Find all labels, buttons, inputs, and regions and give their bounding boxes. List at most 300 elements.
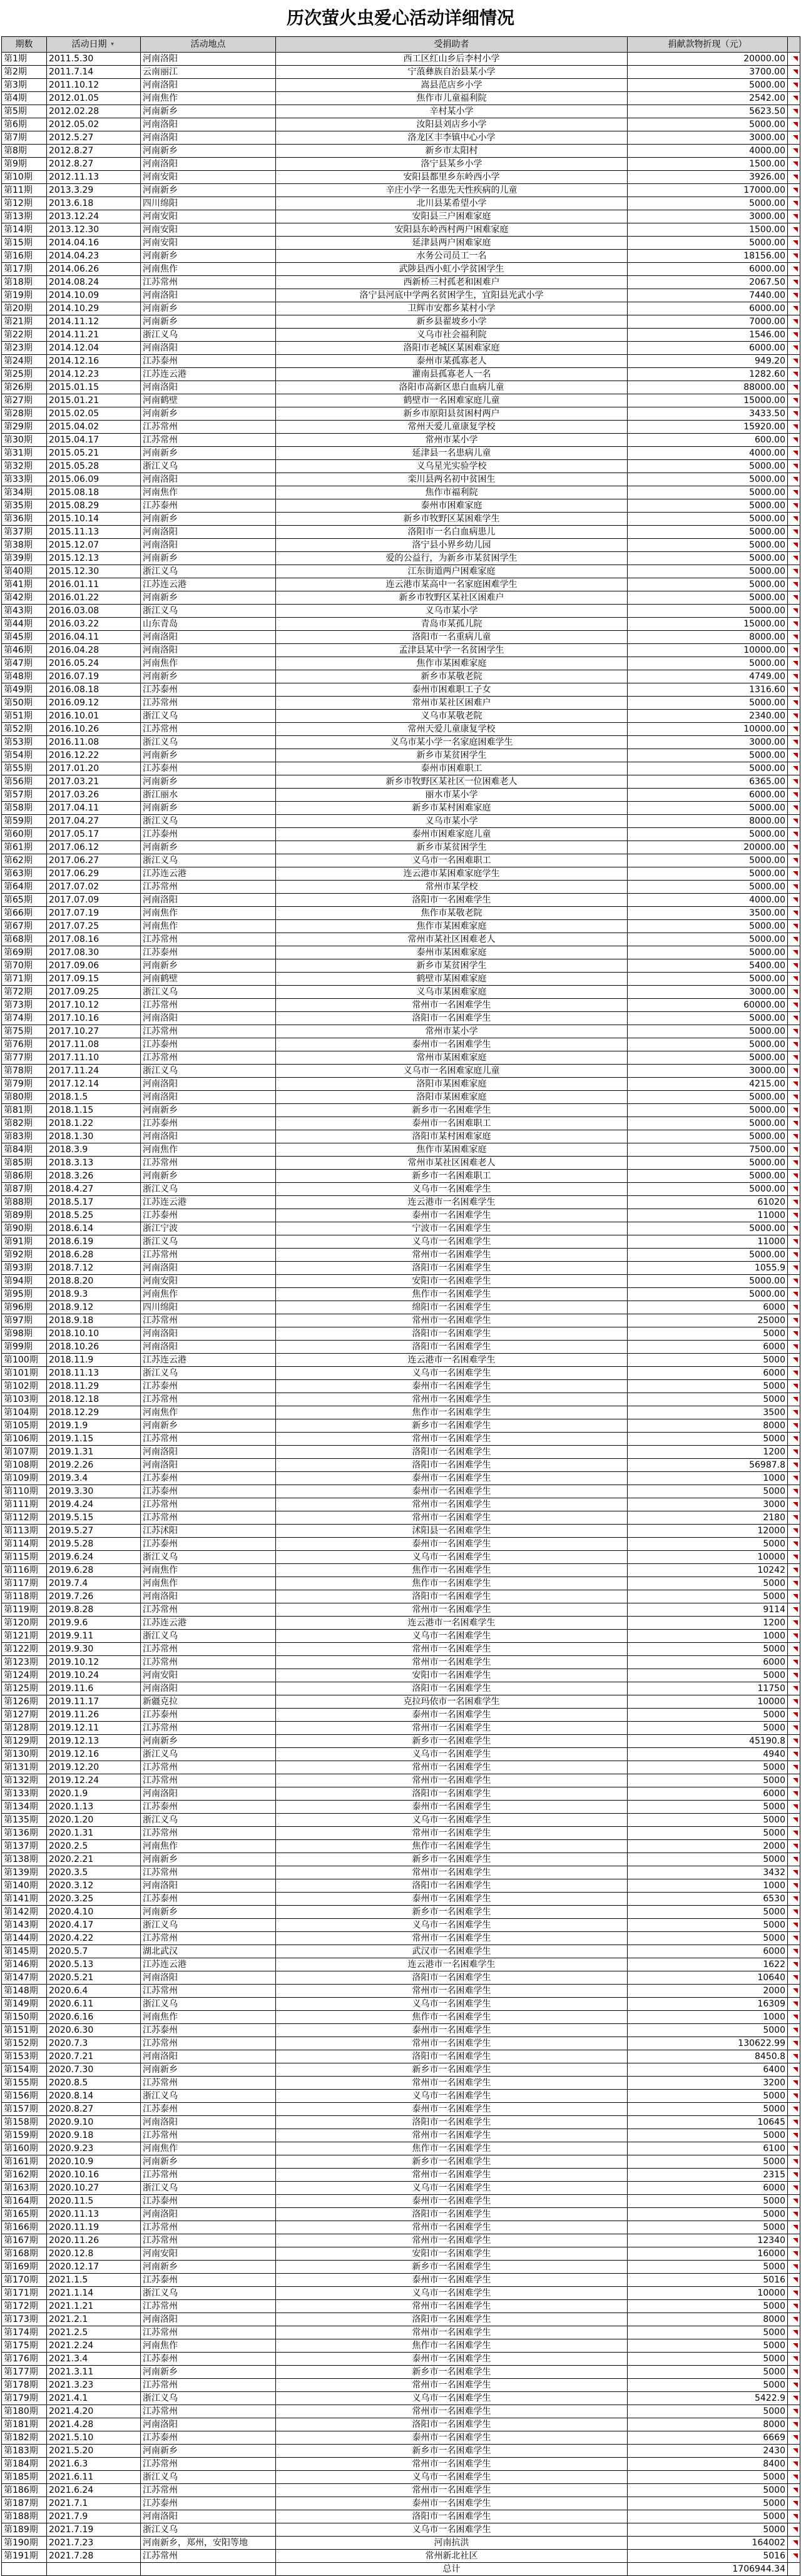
location-cell[interactable]: 河南洛阳 — [141, 158, 276, 171]
date-cell[interactable]: 2012.11.13 — [47, 171, 141, 184]
recipient-cell[interactable]: 安阳市一名困难学生 — [276, 1275, 628, 1288]
location-cell[interactable]: 江苏常州 — [141, 1025, 276, 1038]
recipient-cell[interactable]: 洛阳市某困难家庭 — [276, 1091, 628, 1104]
date-cell[interactable]: 2021.4.28 — [47, 2418, 141, 2431]
location-cell[interactable]: 河南焦作 — [141, 2011, 276, 2024]
location-cell[interactable]: 河南洛阳 — [141, 1262, 276, 1275]
recipient-cell[interactable]: 常州市一名困难学生 — [276, 1433, 628, 1446]
date-cell[interactable]: 2020.10.9 — [47, 2155, 141, 2169]
amount-cell[interactable]: 1000 — [628, 1630, 788, 1643]
issue-cell[interactable]: 第54期 — [2, 749, 47, 762]
date-cell[interactable]: 2020.11.5 — [47, 2195, 141, 2208]
issue-cell[interactable]: 第156期 — [2, 2090, 47, 2103]
table-row[interactable] — [2, 2037, 800, 2050]
amount-cell[interactable]: 16000 — [628, 2247, 788, 2261]
date-cell[interactable]: 2019.6.24 — [47, 1551, 141, 1564]
issue-cell[interactable]: 第91期 — [2, 1235, 47, 1249]
date-cell[interactable]: 2017.06.12 — [47, 841, 141, 854]
date-cell[interactable]: 2019.3.30 — [47, 1485, 141, 1498]
amount-cell[interactable]: 5000.00 — [628, 473, 788, 486]
issue-cell[interactable]: 第28期 — [2, 407, 47, 421]
location-cell[interactable]: 湖北武汉 — [141, 1945, 276, 1958]
location-cell[interactable]: 河南洛阳 — [141, 894, 276, 907]
table-row[interactable] — [2, 605, 800, 618]
issue-cell[interactable]: 第172期 — [2, 2300, 47, 2313]
issue-cell[interactable]: 第79期 — [2, 1078, 47, 1091]
location-cell[interactable]: 河南新乡 — [141, 302, 276, 315]
table-row[interactable] — [2, 1709, 800, 1722]
date-cell[interactable]: 2015.04.17 — [47, 434, 141, 447]
amount-cell[interactable]: 5000.00 — [628, 828, 788, 841]
location-cell[interactable]: 河南焦作 — [141, 907, 276, 920]
location-cell[interactable]: 河南鹤壁 — [141, 973, 276, 986]
date-cell[interactable]: 2020.1.13 — [47, 1801, 141, 1814]
date-cell[interactable]: 2016.10.26 — [47, 723, 141, 736]
issue-cell[interactable]: 第7期 — [2, 131, 47, 145]
date-cell[interactable]: 2018.1.15 — [47, 1104, 141, 1117]
date-cell[interactable]: 2015.06.09 — [47, 473, 141, 486]
table-row[interactable] — [2, 1406, 800, 1419]
recipient-cell[interactable]: 洛阳市一名困难学生 — [276, 1459, 628, 1472]
issue-cell[interactable]: 第174期 — [2, 2326, 47, 2339]
location-cell[interactable]: 河南新乡，郑州，安阳等地 — [141, 2537, 276, 2550]
issue-cell[interactable]: 第57期 — [2, 789, 47, 802]
location-cell[interactable]: 河南洛阳 — [141, 1091, 276, 1104]
location-cell[interactable]: 浙江丽水 — [141, 789, 276, 802]
table-row[interactable] — [2, 802, 800, 815]
date-cell[interactable]: 2021.7.28 — [47, 2550, 141, 2563]
amount-cell[interactable]: 7440.00 — [628, 289, 788, 302]
amount-cell[interactable]: 6000.00 — [628, 342, 788, 355]
amount-cell[interactable]: 5000.00 — [628, 802, 788, 815]
amount-cell[interactable]: 20000.00 — [628, 53, 788, 66]
amount-cell[interactable]: 10645 — [628, 2116, 788, 2129]
recipient-cell[interactable]: 常州市一名困难学生 — [276, 1511, 628, 1525]
table-row[interactable] — [2, 1051, 800, 1065]
issue-cell[interactable]: 第82期 — [2, 1117, 47, 1130]
date-cell[interactable]: 2021.3.11 — [47, 2366, 141, 2379]
issue-cell[interactable]: 第108期 — [2, 1459, 47, 1472]
location-cell[interactable]: 河南洛阳 — [141, 644, 276, 657]
issue-cell[interactable]: 第173期 — [2, 2313, 47, 2326]
location-cell[interactable]: 河南洛阳 — [141, 79, 276, 92]
location-cell[interactable]: 河南新乡 — [141, 1170, 276, 1183]
issue-cell[interactable]: 第50期 — [2, 697, 47, 710]
recipient-cell[interactable]: 常州市某社区困难户 — [276, 697, 628, 710]
date-cell[interactable]: 2014.12.16 — [47, 355, 141, 368]
recipient-cell[interactable]: 常州市一名困难学生 — [276, 1656, 628, 1669]
location-cell[interactable]: 河南洛阳 — [141, 1341, 276, 1354]
recipient-cell[interactable]: 栾川县两名初中贫困生 — [276, 473, 628, 486]
issue-cell[interactable]: 第191期 — [2, 2550, 47, 2563]
recipient-cell[interactable]: 克拉玛依市一名困难学生 — [276, 1695, 628, 1709]
table-row[interactable] — [2, 933, 800, 946]
amount-cell[interactable]: 5000 — [628, 2195, 788, 2208]
table-row[interactable] — [2, 2247, 800, 2261]
date-cell[interactable]: 2020.11.13 — [47, 2208, 141, 2221]
amount-cell[interactable]: 4000.00 — [628, 894, 788, 907]
location-cell[interactable]: 江苏泰州 — [141, 2497, 276, 2510]
location-cell[interactable]: 浙江义乌 — [141, 1814, 276, 1827]
recipient-cell[interactable]: 焦作市一名困难学生 — [276, 2339, 628, 2353]
date-cell[interactable]: 2020.6.30 — [47, 2024, 141, 2037]
location-cell[interactable]: 河南焦作 — [141, 92, 276, 105]
recipient-cell[interactable]: 灌南县孤寡老人一名 — [276, 368, 628, 381]
table-row[interactable] — [2, 1998, 800, 2011]
issue-cell[interactable]: 第179期 — [2, 2392, 47, 2405]
amount-cell[interactable]: 3000.00 — [628, 986, 788, 999]
date-cell[interactable]: 2018.7.12 — [47, 1262, 141, 1275]
recipient-cell[interactable]: 安阳市一名困难学生 — [276, 1669, 628, 1682]
recipient-cell[interactable]: 延津县一名患病儿童 — [276, 447, 628, 460]
date-cell[interactable]: 2021.3.23 — [47, 2379, 141, 2392]
table-row[interactable] — [2, 697, 800, 710]
recipient-cell[interactable]: 宁波市一名困难学生 — [276, 1222, 628, 1235]
location-cell[interactable]: 河南新乡 — [141, 1419, 276, 1433]
date-cell[interactable]: 2018.3.26 — [47, 1170, 141, 1183]
location-cell[interactable]: 河南洛阳 — [141, 631, 276, 644]
issue-cell[interactable]: 第77期 — [2, 1051, 47, 1065]
amount-cell[interactable]: 7500.00 — [628, 1143, 788, 1157]
location-cell[interactable]: 江苏泰州 — [141, 2353, 276, 2366]
table-row[interactable] — [2, 1617, 800, 1630]
issue-cell[interactable]: 第185期 — [2, 2471, 47, 2484]
recipient-cell[interactable]: 洛阳市一名困难学生 — [276, 1682, 628, 1695]
location-cell[interactable]: 河南新乡 — [141, 2063, 276, 2077]
issue-cell[interactable]: 第107期 — [2, 1446, 47, 1459]
recipient-cell[interactable]: 新乡县翟坡乡小学 — [276, 315, 628, 329]
recipient-cell[interactable]: 焦作市某困难家庭 — [276, 1143, 628, 1157]
date-cell[interactable]: 2018.9.18 — [47, 1314, 141, 1327]
recipient-cell[interactable]: 新乡市某村困难家庭 — [276, 802, 628, 815]
date-cell[interactable]: 2019.12.24 — [47, 1774, 141, 1787]
location-cell[interactable]: 江苏泰州 — [141, 683, 276, 697]
amount-cell[interactable]: 4000.00 — [628, 145, 788, 158]
issue-cell[interactable]: 第152期 — [2, 2037, 47, 2050]
table-row[interactable] — [2, 66, 800, 79]
table-row[interactable] — [2, 2090, 800, 2103]
location-cell[interactable]: 河南焦作 — [141, 263, 276, 276]
table-row[interactable] — [2, 394, 800, 407]
table-row[interactable] — [2, 1735, 800, 1748]
date-cell[interactable]: 2014.06.26 — [47, 263, 141, 276]
amount-cell[interactable]: 5000 — [628, 1327, 788, 1341]
table-row[interactable] — [2, 79, 800, 92]
recipient-cell[interactable]: 泰州市一名困难学生 — [276, 1893, 628, 1906]
issue-cell[interactable]: 第163期 — [2, 2182, 47, 2195]
recipient-cell[interactable]: 新乡市一名困难学生 — [276, 2445, 628, 2458]
amount-cell[interactable]: 5000.00 — [628, 197, 788, 210]
table-row[interactable] — [2, 289, 800, 302]
recipient-cell[interactable]: 常州新北社区 — [276, 2550, 628, 2563]
table-row[interactable] — [2, 539, 800, 552]
recipient-cell[interactable]: 洛阳市一名困难学生 — [276, 1341, 628, 1354]
table-row[interactable] — [2, 2116, 800, 2129]
date-cell[interactable]: 2020.5.13 — [47, 1958, 141, 1971]
recipient-cell[interactable]: 泰州市一名困难学生 — [276, 2497, 628, 2510]
recipient-cell[interactable]: 义乌市一名困难学生 — [276, 2523, 628, 2537]
date-cell[interactable]: 2020.8.5 — [47, 2077, 141, 2090]
location-cell[interactable]: 江苏常州 — [141, 1761, 276, 1774]
amount-cell[interactable]: 1500.00 — [628, 158, 788, 171]
date-cell[interactable]: 2013.6.18 — [47, 197, 141, 210]
date-cell[interactable]: 2019.1.15 — [47, 1433, 141, 1446]
recipient-cell[interactable]: 义乌市一名困难学生 — [276, 1814, 628, 1827]
issue-cell[interactable]: 第98期 — [2, 1327, 47, 1341]
table-row[interactable] — [2, 762, 800, 775]
table-row[interactable] — [2, 1209, 800, 1222]
issue-cell[interactable]: 第120期 — [2, 1617, 47, 1630]
amount-cell[interactable]: 5000 — [628, 2484, 788, 2497]
location-cell[interactable]: 河南洛阳 — [141, 1590, 276, 1603]
table-row[interactable] — [2, 1866, 800, 1879]
location-cell[interactable]: 浙江义乌 — [141, 1183, 276, 1196]
issue-cell[interactable]: 第26期 — [2, 381, 47, 394]
recipient-cell[interactable]: 连云港市一名困难学生 — [276, 1354, 628, 1367]
date-cell[interactable]: 2018.6.19 — [47, 1235, 141, 1249]
recipient-cell[interactable]: 常州市一名困难学生 — [276, 1498, 628, 1511]
date-cell[interactable]: 2019.1.9 — [47, 1419, 141, 1433]
amount-cell[interactable]: 5422.9 — [628, 2392, 788, 2405]
amount-cell[interactable]: 5000.00 — [628, 526, 788, 539]
location-cell[interactable]: 河南新乡 — [141, 2155, 276, 2169]
amount-cell[interactable]: 25000 — [628, 1314, 788, 1327]
table-row[interactable] — [2, 1446, 800, 1459]
issue-cell[interactable]: 第23期 — [2, 342, 47, 355]
date-cell[interactable]: 2013.12.30 — [47, 223, 141, 237]
location-cell[interactable]: 浙江义乌 — [141, 854, 276, 867]
issue-cell[interactable]: 第187期 — [2, 2497, 47, 2510]
table-row[interactable] — [2, 920, 800, 933]
table-row[interactable] — [2, 53, 800, 66]
amount-cell[interactable]: 10242 — [628, 1564, 788, 1577]
date-cell[interactable]: 2021.4.20 — [47, 2405, 141, 2418]
location-cell[interactable]: 河南新乡 — [141, 1735, 276, 1748]
amount-cell[interactable]: 5000.00 — [628, 1288, 788, 1301]
table-row[interactable] — [2, 2523, 800, 2537]
amount-cell[interactable]: 3000.00 — [628, 131, 788, 145]
location-cell[interactable]: 江苏常州 — [141, 1932, 276, 1945]
table-row[interactable] — [2, 1354, 800, 1367]
date-cell[interactable]: 2018.12.29 — [47, 1406, 141, 1419]
date-cell[interactable]: 2014.08.24 — [47, 276, 141, 289]
recipient-cell[interactable]: 洛阳市某困难家庭 — [276, 1078, 628, 1091]
issue-cell[interactable]: 第65期 — [2, 894, 47, 907]
table-row[interactable] — [2, 2445, 800, 2458]
date-cell[interactable]: 2020.7.3 — [47, 2037, 141, 2050]
issue-cell[interactable]: 第170期 — [2, 2274, 47, 2287]
amount-cell[interactable]: 5000.00 — [628, 513, 788, 526]
issue-cell[interactable]: 第184期 — [2, 2458, 47, 2471]
recipient-cell[interactable]: 洛宁县河底中学两名贫困学生，宜阳县光武小学 — [276, 289, 628, 302]
recipient-cell[interactable]: 新乡市原阳县贫困村两户 — [276, 407, 628, 421]
recipient-cell[interactable]: 新乡市牧野区某社区一位困难老人 — [276, 775, 628, 789]
date-cell[interactable]: 2011.7.14 — [47, 66, 141, 79]
table-row[interactable] — [2, 1157, 800, 1170]
location-cell[interactable]: 河南洛阳 — [141, 2510, 276, 2523]
recipient-cell[interactable]: 义乌市一名困难学生 — [276, 1998, 628, 2011]
amount-cell[interactable]: 60000.00 — [628, 999, 788, 1012]
recipient-cell[interactable]: 洛宁县小界乡幼儿园 — [276, 539, 628, 552]
recipient-cell[interactable]: 洛阳市一名重病儿童 — [276, 631, 628, 644]
recipient-cell[interactable]: 义乌市某敬老院 — [276, 710, 628, 723]
amount-cell[interactable]: 12340 — [628, 2234, 788, 2247]
location-cell[interactable]: 江苏常州 — [141, 1643, 276, 1656]
amount-cell[interactable]: 3700.00 — [628, 66, 788, 79]
amount-cell[interactable]: 5000 — [628, 2300, 788, 2313]
recipient-cell[interactable]: 泰州市一名困难学生 — [276, 2195, 628, 2208]
location-cell[interactable]: 河南安阳 — [141, 237, 276, 250]
date-cell[interactable]: 2015.08.29 — [47, 499, 141, 513]
date-cell[interactable]: 2020.1.9 — [47, 1787, 141, 1801]
issue-cell[interactable]: 第176期 — [2, 2353, 47, 2366]
table-row[interactable] — [2, 486, 800, 499]
amount-cell[interactable]: 5000 — [628, 2090, 788, 2103]
issue-cell[interactable]: 第25期 — [2, 368, 47, 381]
recipient-cell[interactable]: 宁蒗彝族自治县某小学 — [276, 66, 628, 79]
location-cell[interactable]: 河南新乡 — [141, 1104, 276, 1117]
issue-cell[interactable]: 第159期 — [2, 2129, 47, 2142]
location-cell[interactable]: 江苏常州 — [141, 697, 276, 710]
recipient-cell[interactable]: 义乌市一名困难家庭儿童 — [276, 1065, 628, 1078]
table-row[interactable] — [2, 723, 800, 736]
location-cell[interactable]: 河南洛阳 — [141, 2116, 276, 2129]
location-cell[interactable]: 河南洛阳 — [141, 1971, 276, 1985]
location-cell[interactable]: 河南安阳 — [141, 223, 276, 237]
date-cell[interactable]: 2017.04.11 — [47, 802, 141, 815]
issue-cell[interactable]: 第188期 — [2, 2510, 47, 2523]
table-row[interactable] — [2, 2195, 800, 2208]
location-cell[interactable]: 河南焦作 — [141, 486, 276, 499]
date-cell[interactable]: 2015.05.21 — [47, 447, 141, 460]
table-row[interactable] — [2, 1314, 800, 1327]
recipient-cell[interactable]: 连云港市一名困难学生 — [276, 1958, 628, 1971]
issue-cell[interactable]: 第182期 — [2, 2431, 47, 2445]
amount-cell[interactable]: 5000.00 — [628, 539, 788, 552]
recipient-cell[interactable]: 沭阳县一名困难学生 — [276, 1525, 628, 1538]
date-cell[interactable]: 2020.12.17 — [47, 2261, 141, 2274]
issue-cell[interactable]: 第84期 — [2, 1143, 47, 1157]
amount-cell[interactable]: 1000 — [628, 1879, 788, 1893]
location-cell[interactable]: 河南洛阳 — [141, 342, 276, 355]
amount-cell[interactable]: 5000.00 — [628, 1170, 788, 1183]
date-cell[interactable]: 2018.3.9 — [47, 1143, 141, 1157]
issue-cell[interactable]: 第58期 — [2, 802, 47, 815]
issue-cell[interactable]: 第18期 — [2, 276, 47, 289]
recipient-cell[interactable]: 爱的公益行，为新乡市某贫困学生 — [276, 552, 628, 565]
table-row[interactable] — [2, 158, 800, 171]
location-cell[interactable]: 江苏连云港 — [141, 368, 276, 381]
recipient-cell[interactable]: 泰州市困难职工 — [276, 762, 628, 775]
recipient-cell[interactable]: 常州市一名困难学生 — [276, 999, 628, 1012]
issue-cell[interactable]: 第72期 — [2, 986, 47, 999]
issue-cell[interactable]: 第137期 — [2, 1840, 47, 1853]
table-row[interactable] — [2, 552, 800, 565]
location-cell[interactable]: 河南安阳 — [141, 171, 276, 184]
location-cell[interactable]: 江苏常州 — [141, 1774, 276, 1787]
recipient-cell[interactable]: 焦作市一名困难学生 — [276, 1840, 628, 1853]
recipient-cell[interactable]: 泰州市一名困难学生 — [276, 1801, 628, 1814]
date-cell[interactable]: 2014.11.21 — [47, 329, 141, 342]
location-cell[interactable]: 河南洛阳 — [141, 1682, 276, 1695]
location-cell[interactable]: 河南焦作 — [141, 2142, 276, 2155]
amount-cell[interactable]: 5000.00 — [628, 1025, 788, 1038]
amount-cell[interactable]: 5000 — [628, 1393, 788, 1406]
recipient-cell[interactable]: 安阳市一名困难学生 — [276, 2247, 628, 2261]
recipient-cell[interactable]: 常州市一名困难学生 — [276, 2129, 628, 2142]
date-cell[interactable]: 2018.8.20 — [47, 1275, 141, 1288]
location-cell[interactable]: 浙江义乌 — [141, 2090, 276, 2103]
issue-cell[interactable]: 第93期 — [2, 1262, 47, 1275]
table-row[interactable] — [2, 2353, 800, 2366]
table-row[interactable] — [2, 1722, 800, 1735]
amount-cell[interactable]: 3500.00 — [628, 907, 788, 920]
amount-cell[interactable]: 20000.00 — [628, 841, 788, 854]
location-cell[interactable]: 江苏常州 — [141, 1249, 276, 1262]
issue-cell[interactable]: 第96期 — [2, 1301, 47, 1314]
recipient-cell[interactable]: 义乌市一名困难学生 — [276, 2471, 628, 2484]
table-row[interactable] — [2, 2050, 800, 2063]
issue-cell[interactable]: 第36期 — [2, 513, 47, 526]
amount-cell[interactable]: 16309 — [628, 1998, 788, 2011]
issue-cell[interactable]: 第155期 — [2, 2077, 47, 2090]
location-cell[interactable]: 河南新乡 — [141, 1906, 276, 1919]
location-cell[interactable]: 江苏泰州 — [141, 762, 276, 775]
table-row[interactable] — [2, 2537, 800, 2550]
recipient-cell[interactable]: 常州市一名困难学生 — [276, 2221, 628, 2234]
issue-cell[interactable]: 第47期 — [2, 657, 47, 670]
amount-cell[interactable]: 5000.00 — [628, 486, 788, 499]
date-cell[interactable]: 2015.10.14 — [47, 513, 141, 526]
date-cell[interactable]: 2019.5.15 — [47, 1511, 141, 1525]
issue-cell[interactable]: 第121期 — [2, 1630, 47, 1643]
location-cell[interactable]: 河南新乡 — [141, 2366, 276, 2379]
issue-cell[interactable]: 第183期 — [2, 2445, 47, 2458]
issue-cell[interactable]: 第149期 — [2, 1998, 47, 2011]
date-cell[interactable]: 2017.11.24 — [47, 1065, 141, 1078]
table-row[interactable] — [2, 1630, 800, 1643]
table-row[interactable] — [2, 2431, 800, 2445]
recipient-cell[interactable]: 焦作市某困难家庭 — [276, 657, 628, 670]
location-cell[interactable]: 江苏泰州 — [141, 946, 276, 959]
table-row[interactable] — [2, 1919, 800, 1932]
issue-cell[interactable]: 第2期 — [2, 66, 47, 79]
date-cell[interactable]: 2018.11.9 — [47, 1354, 141, 1367]
issue-cell[interactable]: 第89期 — [2, 1209, 47, 1222]
recipient-cell[interactable]: 洛宁县某乡小学 — [276, 158, 628, 171]
recipient-cell[interactable]: 安阳县都里乡东岭西小学 — [276, 171, 628, 184]
table-row[interactable] — [2, 2234, 800, 2247]
recipient-cell[interactable]: 义乌市一名困难学生 — [276, 2287, 628, 2300]
table-row[interactable] — [2, 1656, 800, 1669]
table-row[interactable] — [2, 2379, 800, 2392]
issue-cell[interactable]: 第190期 — [2, 2537, 47, 2550]
recipient-cell[interactable]: 新乡市某敬老院 — [276, 670, 628, 683]
date-cell[interactable]: 2017.01.20 — [47, 762, 141, 775]
amount-cell[interactable]: 6000 — [628, 1301, 788, 1314]
recipient-cell[interactable]: 义乌市一名困难职工 — [276, 854, 628, 867]
table-row[interactable] — [2, 1459, 800, 1472]
date-cell[interactable]: 2012.02.28 — [47, 105, 141, 118]
recipient-cell[interactable]: 常州市一名困难学生 — [276, 2077, 628, 2090]
recipient-cell[interactable]: 义乌市一名困难学生 — [276, 1183, 628, 1196]
amount-cell[interactable]: 11750 — [628, 1682, 788, 1695]
table-row[interactable] — [2, 2169, 800, 2182]
table-row[interactable] — [2, 644, 800, 657]
date-cell[interactable]: 2019.7.26 — [47, 1590, 141, 1603]
table-row[interactable] — [2, 1419, 800, 1433]
amount-cell[interactable]: 5000 — [628, 1577, 788, 1590]
